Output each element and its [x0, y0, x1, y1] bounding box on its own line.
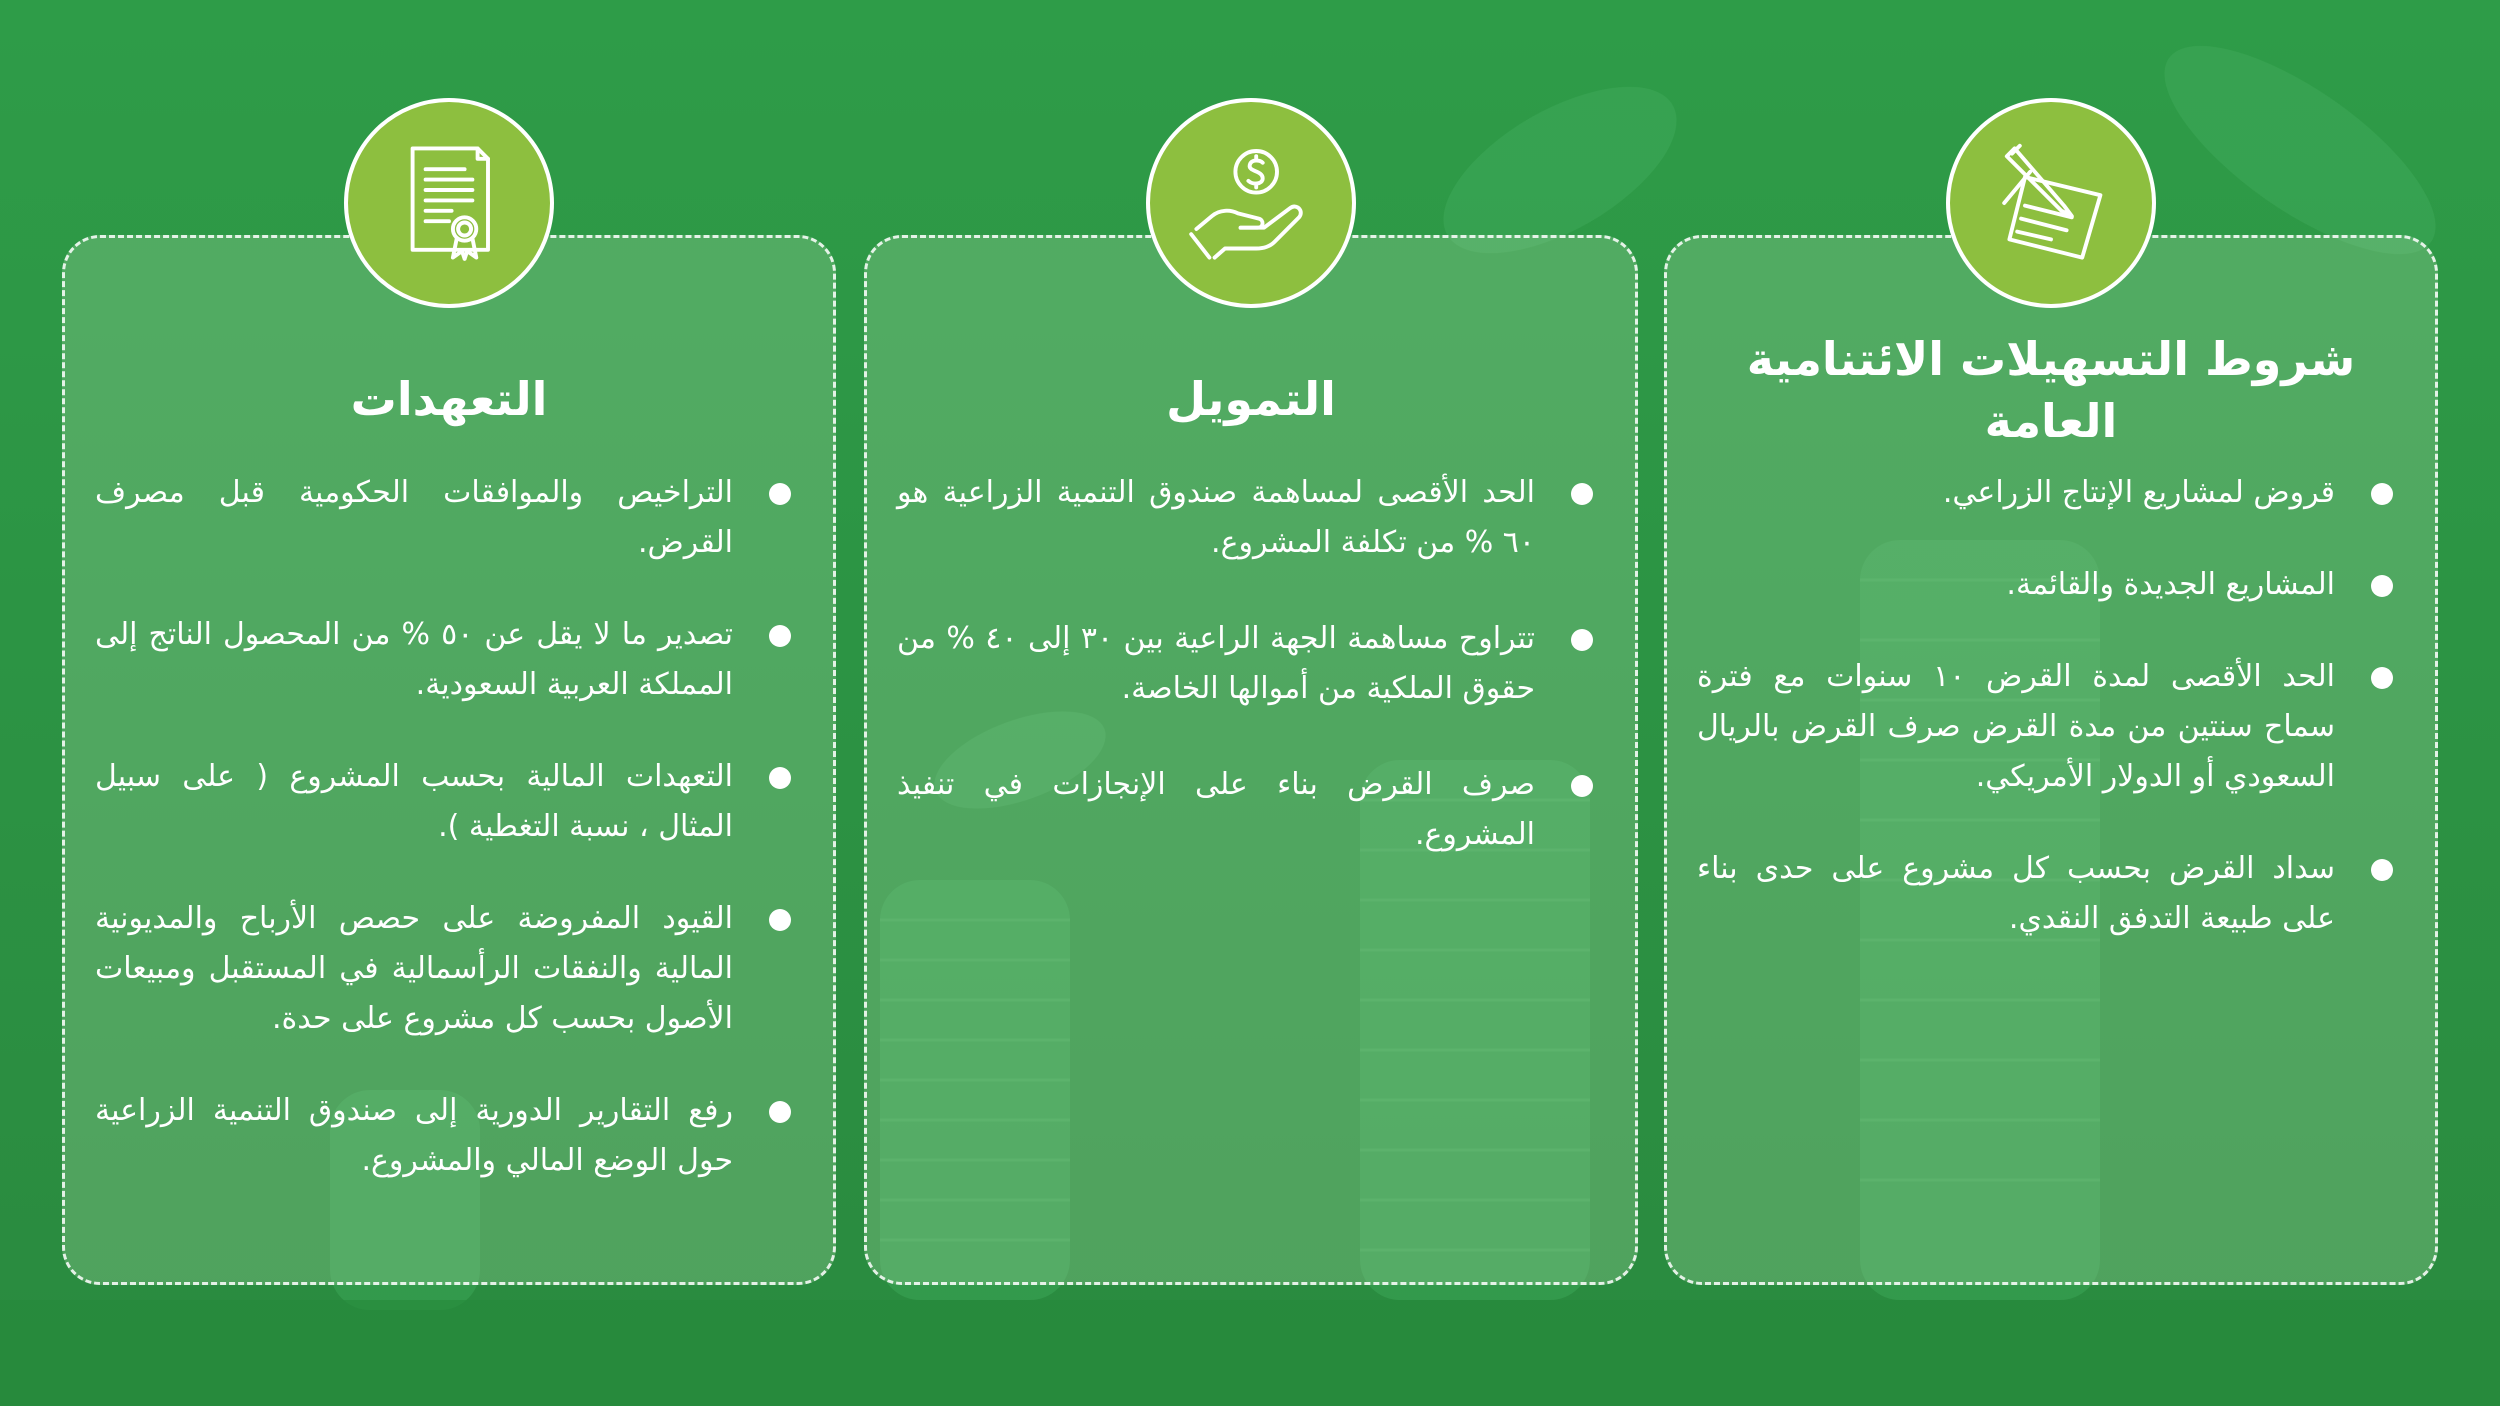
- item-text: تصدير ما لا يقل عن ٥٠ % من المحصول الناتج إلى المملكة العربية السعودية.: [95, 617, 733, 702]
- bullet-icon: [769, 1101, 791, 1123]
- card-general-terms: [1664, 235, 2438, 1285]
- list-item: [95, 752, 803, 852]
- card-title: التمويل: [1166, 372, 1336, 426]
- list-item: [897, 468, 1605, 568]
- card-title: شروط التسهيلات الائتنامية العامة: [1746, 332, 2356, 448]
- item-list: [1697, 468, 2405, 986]
- bullet-icon: [769, 625, 791, 647]
- list-item: [1697, 652, 2405, 802]
- list-item: [897, 760, 1605, 860]
- card-commitments: [62, 235, 836, 1285]
- badge: [1946, 98, 2156, 308]
- bullet-icon: [1571, 775, 1593, 797]
- list-item: [95, 468, 803, 568]
- item-text: قروض لمشاريع الإنتاج الزراعي.: [1942, 475, 2335, 510]
- bullet-icon: [2371, 483, 2393, 505]
- item-list: [95, 468, 803, 1228]
- card-title: التعهدات: [350, 372, 548, 426]
- item-text: تتراوح مساهمة الجهة الراعية بين ٣٠ إلى ٤٠ % من حقوق الملكية من أموالها الخاصة.: [897, 621, 1536, 706]
- list-item: [95, 894, 803, 1044]
- list-item: [1697, 560, 2405, 610]
- badge: [1146, 98, 1356, 308]
- bullet-icon: [2371, 859, 2393, 881]
- card-financing: [864, 235, 1638, 1285]
- item-text: التراخيص والموافقات الحكومية قبل مصرف القرض.: [95, 475, 733, 560]
- list-item: [1697, 468, 2405, 518]
- hand-money-icon: [1186, 138, 1316, 268]
- bullet-icon: [769, 909, 791, 931]
- list-item: [95, 610, 803, 710]
- list-item: [95, 1086, 803, 1186]
- item-text: الحد الأقصى لمدة القرض ١٠ سنوات مع فترة سماح سنتين من مدة القرض صرف القرض بالريال السعودي أو الدولار الأمريكي.: [1697, 659, 2336, 794]
- certificate-icon: [384, 138, 514, 268]
- badge: [344, 98, 554, 308]
- list-item: [1697, 844, 2405, 944]
- item-text: التعهدات المالية بحسب المشروع ( على سبيل المثال ، نسبة التغطية ).: [95, 759, 733, 844]
- bullet-icon: [2371, 575, 2393, 597]
- item-text: سداد القرض بحسب كل مشروع على حدى بناء على طبيعة التدفق النقدي.: [1697, 851, 2335, 936]
- document-pen-icon: [1986, 138, 2116, 268]
- item-text: رفع التقارير الدورية إلى صندوق التنمية الزراعية حول الوضع المالي والمشروع.: [95, 1093, 733, 1178]
- list-item: [897, 614, 1605, 714]
- bullet-icon: [769, 767, 791, 789]
- item-text: القيود المفروضة على حصص الأرباح والمديونية المالية والنفقات الرأسمالية في المستقبل ومبيعات الأصول بحسب كل مشروع على حدة.: [95, 901, 733, 1036]
- item-text: المشاريع الجديدة والقائمة.: [2006, 567, 2335, 602]
- bullet-icon: [2371, 667, 2393, 689]
- item-text: الحد الأقصى لمساهمة صندوق التنمية الزراعية هو ٦٠ % من تكلفة المشروع.: [897, 475, 1535, 560]
- bullet-icon: [769, 483, 791, 505]
- bullet-icon: [1571, 483, 1593, 505]
- item-list: [897, 468, 1605, 906]
- bullet-icon: [1571, 629, 1593, 651]
- item-text: صرف القرض بناء على الإنجازات في تنفيذ المشروع.: [897, 767, 1535, 852]
